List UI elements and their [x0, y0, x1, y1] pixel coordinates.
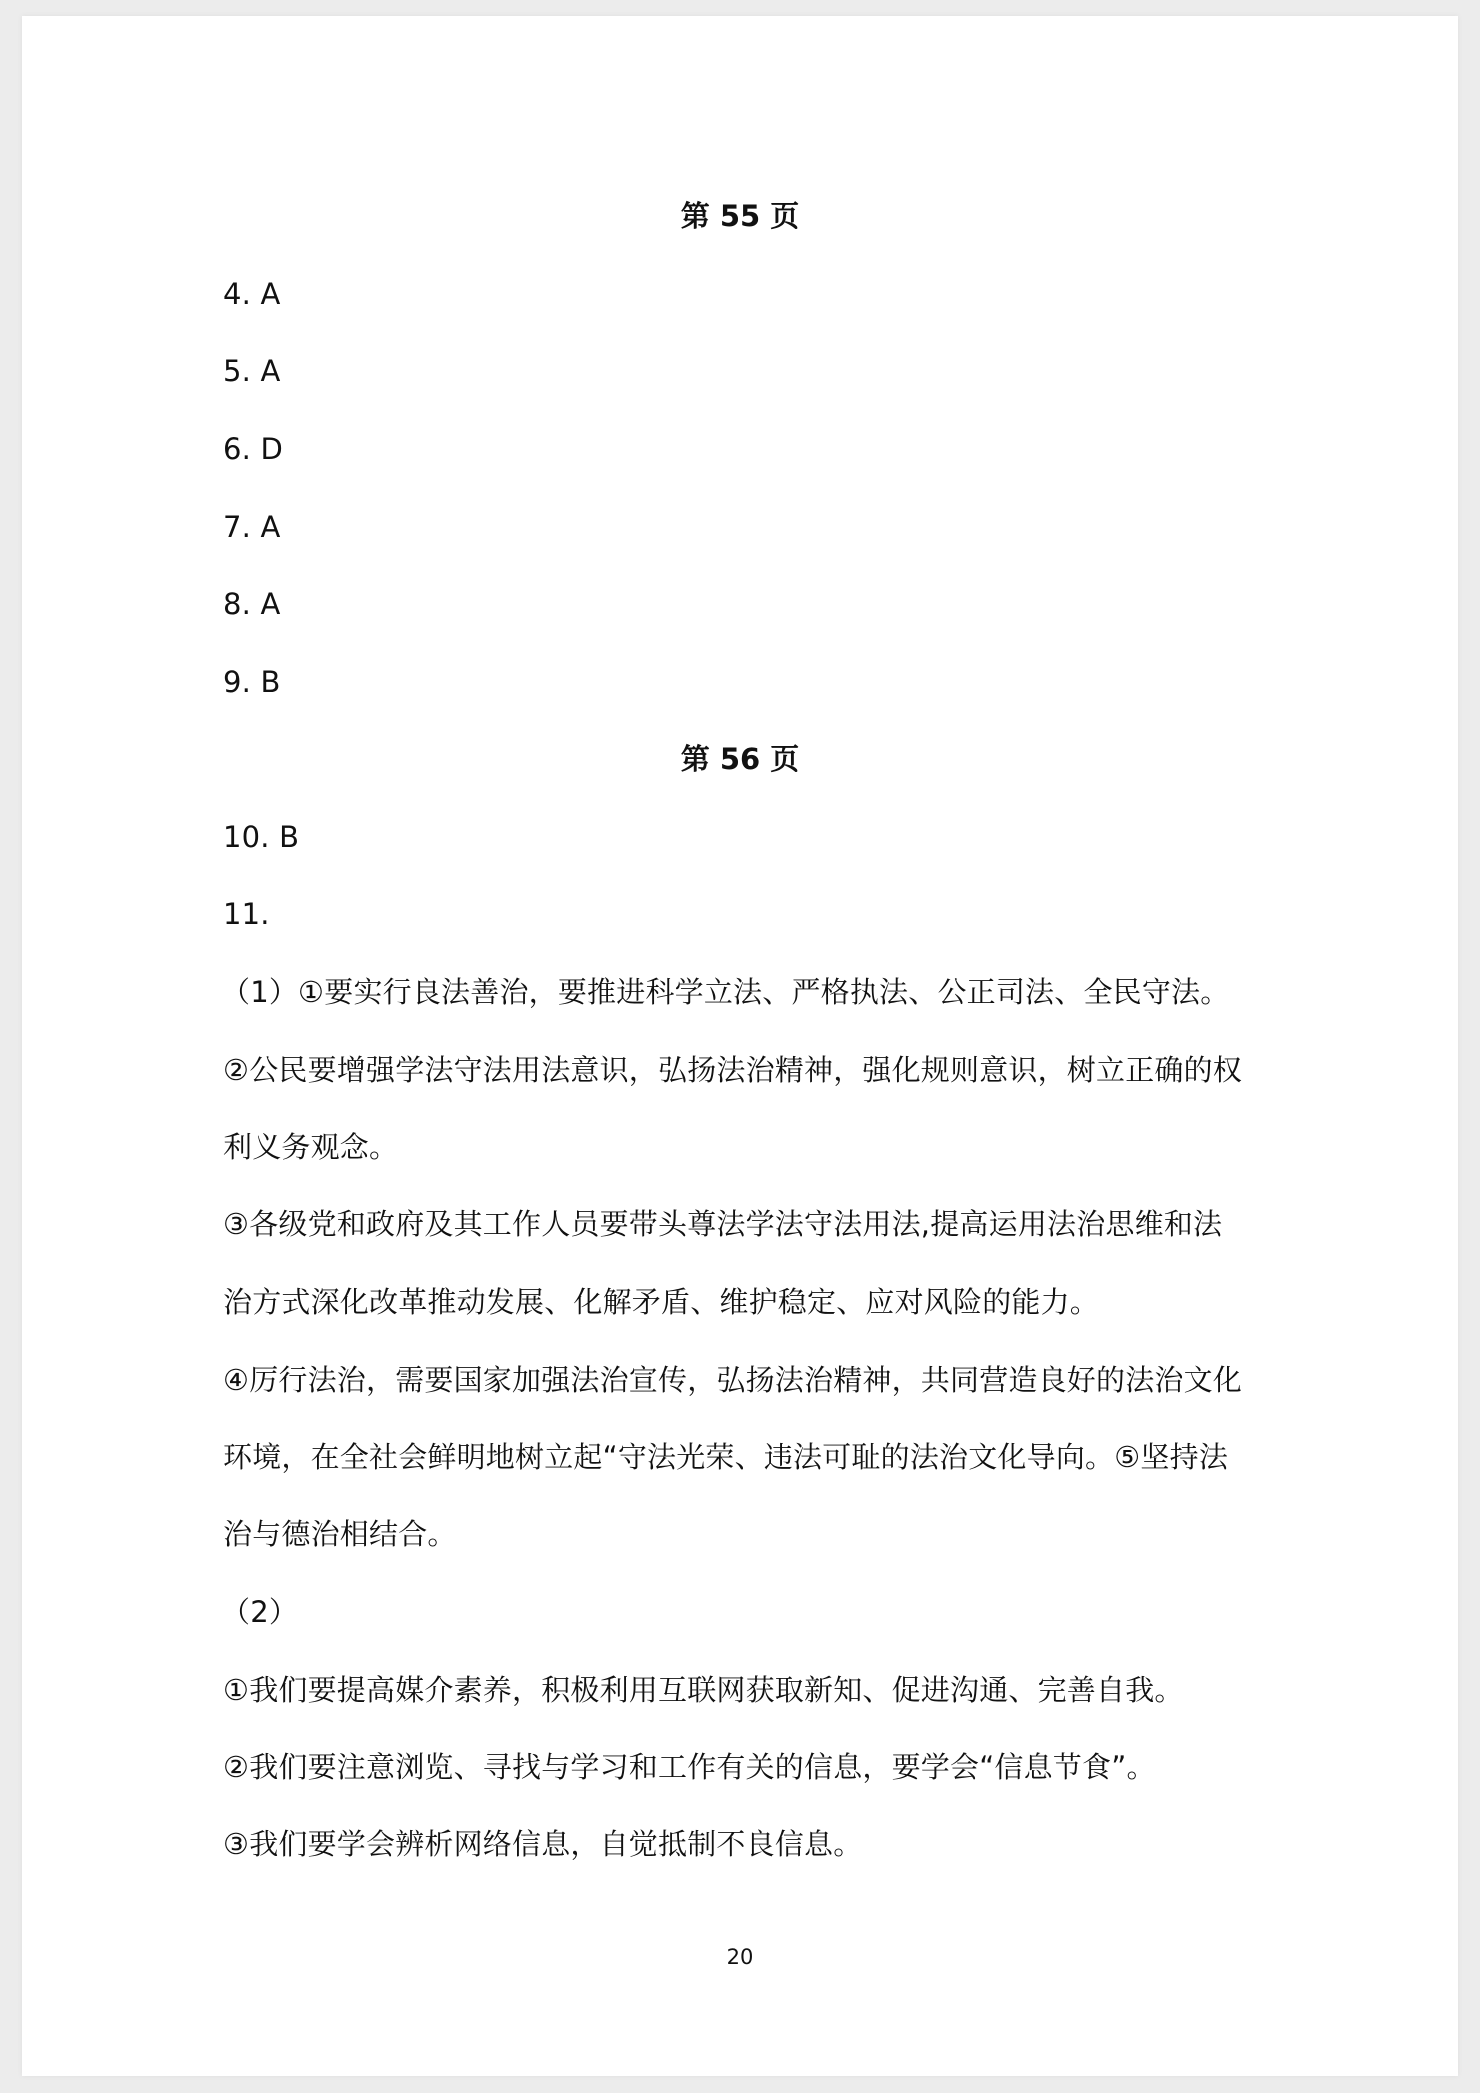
- answer-10: 10. B: [223, 820, 300, 854]
- q11-part2-line: ②我们要注意浏览、寻找与学习和工作有关的信息，要学会“信息节食”。: [223, 1750, 1156, 1784]
- answer-11-label: 11.: [223, 897, 270, 931]
- q11-part1-line: 利义务观念。: [223, 1130, 399, 1164]
- answer-4: 4. A: [223, 277, 281, 311]
- answer-8: 8. A: [223, 587, 281, 621]
- q11-part1-line: ②公民要增强学法守法用法意识，弘扬法治精神，强化规则意识，树立正确的权: [223, 1053, 1242, 1087]
- q11-part1-line: ④厉行法治，需要国家加强法治宣传，弘扬法治精神，共同营造良好的法治文化: [223, 1363, 1242, 1397]
- q11-part1-line: 环境，在全社会鲜明地树立起“守法光荣、违法可耻的法治文化导向。⑤坚持法: [223, 1440, 1229, 1474]
- answer-6: 6. D: [223, 432, 284, 466]
- q11-part2-line: ①我们要提高媒介素养，积极利用互联网获取新知、促进沟通、完善自我。: [223, 1673, 1184, 1707]
- q11-part1-line: ③各级党和政府及其工作人员要带头尊法学法守法用法,提高运用法治思维和法: [223, 1207, 1223, 1241]
- q11-part1-line: 治方式深化改革推动发展、化解矛盾、维护稳定、应对风险的能力。: [223, 1285, 1100, 1319]
- page-number: 20: [726, 1945, 754, 1969]
- q11-part2-label: （2）: [221, 1595, 299, 1629]
- q11-part1-line: （1）①要实行良法善治，要推进科学立法、严格执法、公正司法、全民守法。: [221, 975, 1230, 1009]
- q11-part2-line: ③我们要学会辨析网络信息，自觉抵制不良信息。: [223, 1827, 863, 1861]
- section-heading-p55: 第 55 页: [680, 199, 800, 233]
- section-heading-p56: 第 56 页: [680, 742, 800, 776]
- answer-7: 7. A: [223, 510, 281, 544]
- answer-9: 9. B: [223, 665, 281, 699]
- q11-part1-line: 治与德治相结合。: [223, 1517, 457, 1551]
- answer-5: 5. A: [223, 354, 281, 388]
